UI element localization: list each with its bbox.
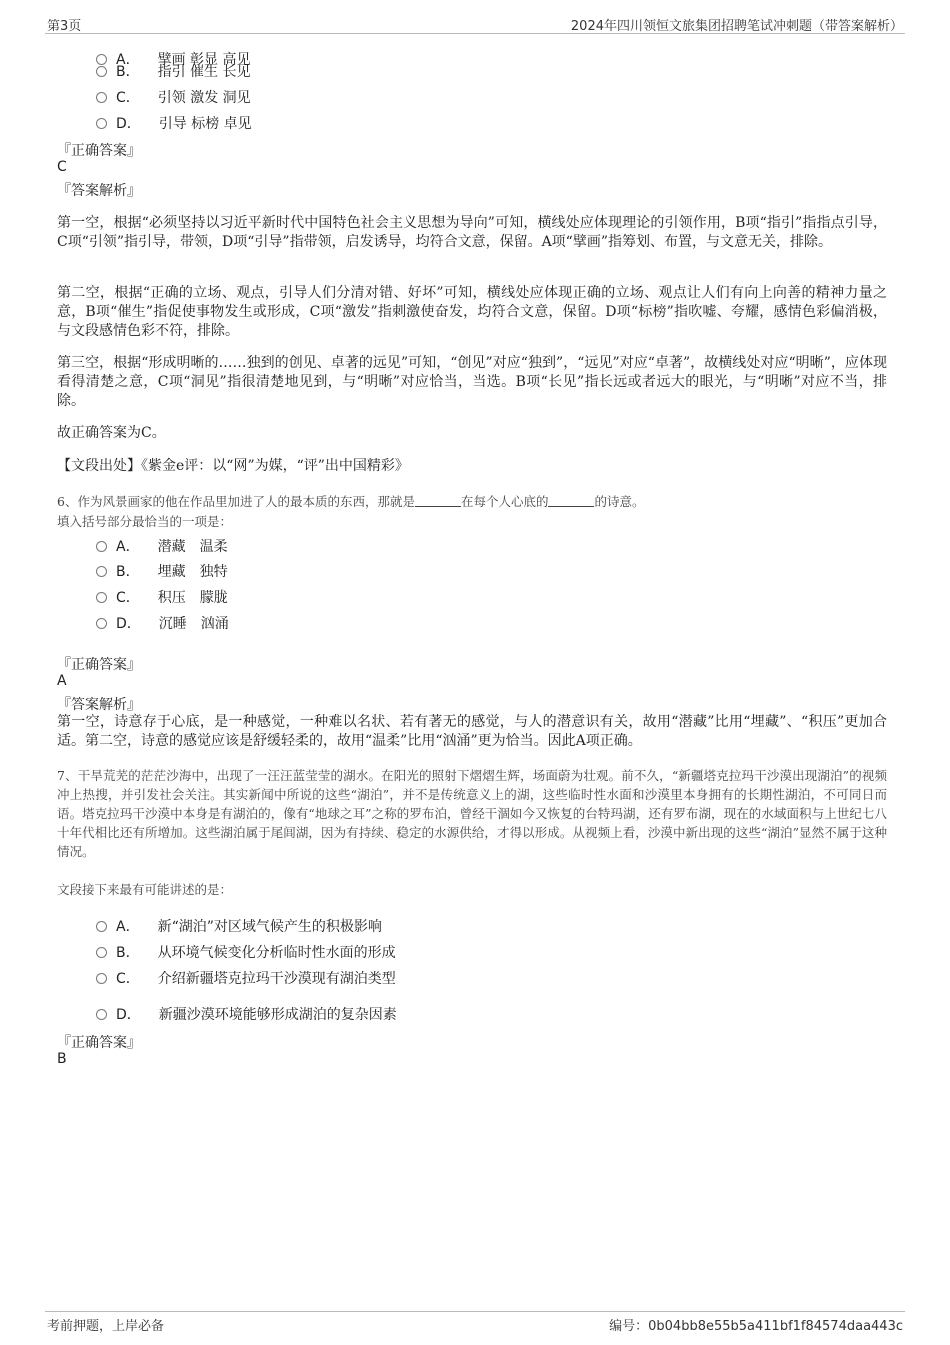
- q5-answer: C: [57, 159, 67, 175]
- radio-icon[interactable]: [96, 566, 107, 577]
- radio-icon[interactable]: [96, 1009, 107, 1020]
- q5-option-b[interactable]: B． 指引 催生 长见: [96, 61, 251, 81]
- radio-icon[interactable]: [96, 66, 107, 77]
- q6-analysis-label: 『答案解析』: [57, 697, 141, 713]
- q7-answer-label: 『正确答案』: [57, 1035, 141, 1051]
- q5-analysis-1: 第一空，根据“必须坚持以习近平新时代中国特色社会主义思想为导向”可知，横线处应体现理论的引领作用，B项“指引”指指点引导，C项“引领”指引导，带领，D项“引导”指带领，启发诱导，均符合文意，保留。A项“擘画”指筹划、布置，与文意无关，排除。: [57, 215, 887, 250]
- q6-answer: A: [57, 673, 67, 689]
- q7-prompt: 文段接下来最有可能讲述的是：: [57, 882, 233, 897]
- document-title: 2024年四川领恒文旅集团招聘笔试冲刺题（带答案解析）: [570, 19, 903, 34]
- q6-answer-label: 『正确答案』: [57, 657, 141, 673]
- radio-icon[interactable]: [96, 921, 107, 932]
- q7-option-c[interactable]: C． 介绍新疆塔克拉玛干沙漠现有湖泊类型: [96, 968, 396, 988]
- q7-answer: B: [57, 1051, 67, 1067]
- q5-option-d[interactable]: D． 引导 标榜 卓见: [96, 113, 252, 133]
- radio-icon[interactable]: [96, 973, 107, 984]
- q5-analysis-label: 『答案解析』: [57, 183, 141, 199]
- footer-slogan: 考前押题，上岸必备: [47, 1319, 165, 1334]
- q6-option-d[interactable]: D． 沉睡 汹涌: [96, 613, 229, 633]
- radio-icon[interactable]: [96, 92, 107, 103]
- q5-conclusion: 故正确答案为C。: [57, 425, 166, 441]
- q5-answer-label: 『正确答案』: [57, 143, 141, 159]
- q6-analysis: 第一空，诗意存于心底，是一种感觉，一种难以名状、若有著无的感觉，与人的潜意识有关，故用“潜藏”比用“埋藏”、“积压”更加合适。第二空，诗意的感觉应该是舒缓轻柔的，故用“温柔”比用“汹涌”更为恰当。因此A项正确。: [57, 714, 887, 749]
- q6-option-a[interactable]: A． 潜藏 温柔: [96, 536, 228, 556]
- page-number: 第3页: [47, 19, 82, 34]
- q6-option-b[interactable]: B． 埋藏 独特: [96, 561, 228, 581]
- q7-option-b[interactable]: B． 从环境气候变化分析临时性水面的形成: [96, 942, 396, 962]
- q5-analysis-3: 第三空，根据“形成明晰的……独到的创见、卓著的远见”可知，“创见”对应“独到”，“远见”对应“卓著”，故横线处对应“明晰”，应体现看得清楚之意，C项“洞见”指很清楚地见到，与“明晰”对应恰当，当选。B项“长见”指长远或者远大的眼光，与“明晰”对应不当，排除。: [57, 355, 887, 409]
- blank-line: [415, 494, 461, 507]
- q6-option-c[interactable]: C． 积压 朦胧: [96, 587, 228, 607]
- radio-icon[interactable]: [96, 947, 107, 958]
- q6-stem: 6、作为风景画家的他在作品里加进了人的最本质的东西，那就是 在每个人心底的 的诗意。: [57, 494, 645, 509]
- radio-icon[interactable]: [96, 541, 107, 552]
- radio-icon[interactable]: [96, 118, 107, 129]
- q5-analysis-2: 第二空，根据“正确的立场、观点，引导人们分清对错、好坏”可知，横线处应体现正确的立场、观点让人们有向上向善的精神力量之意，B项“催生”指促使事物发生或形成，C项“激发”指刺激使奋发，均符合文意，保留。D项“标榜”指吹嘘、夸耀，感情色彩偏消极，与文段感情色彩不符，排除。: [57, 285, 887, 339]
- blank-line: [548, 494, 594, 507]
- document-code: 编号：0b04bb8e55b5a411bf1f84574daa443c: [609, 1319, 903, 1334]
- q7-stem: 7、干旱荒芜的茫茫沙海中，出现了一汪汪蓝莹莹的湖水。在阳光的照射下熠熠生辉，场面蔚为壮观。前不久，“新疆塔克拉玛干沙漠出现湖泊”的视频冲上热搜，并引发社会关注。其实新闻中所说的这些“湖泊”，并不是传统意义上的湖，这些临时性水面和沙漠里本身拥有的长期性湖泊，不可同日而语。塔克拉玛干沙漠中本身是有湖泊的，像有“地球之耳”之称的罗布泊，曾经干涸如今又恢复的台特玛湖，还有罗布湖，现在的水域面积与上世纪七八十年代相比还有所增加。这些湖泊属于尾闾湖，因为有持续、稳定的水源供给，才得以形成。从视频上看，沙漠中新出现的这些“湖泊”显然不属于这种情况。: [57, 768, 887, 859]
- q7-option-d[interactable]: D． 新疆沙漠环境能够形成湖泊的复杂因素: [96, 1004, 397, 1024]
- q6-prompt: 填入括号部分最恰当的一项是：: [57, 514, 233, 529]
- radio-icon[interactable]: [96, 592, 107, 603]
- footer-divider: [45, 1311, 905, 1312]
- header-divider: [45, 33, 905, 34]
- q7-option-a[interactable]: A． 新“湖泊”对区域气候产生的积极影响: [96, 916, 382, 936]
- q5-option-a[interactable]: A． 擘画 彰显 高见: [96, 49, 250, 69]
- radio-icon[interactable]: [96, 618, 107, 629]
- q5-option-c[interactable]: C． 引领 激发 洞见: [96, 87, 251, 107]
- q5-source: 【文段出处】《紫金e评：以“网”为媒，“评”出中国精彩》: [57, 458, 409, 474]
